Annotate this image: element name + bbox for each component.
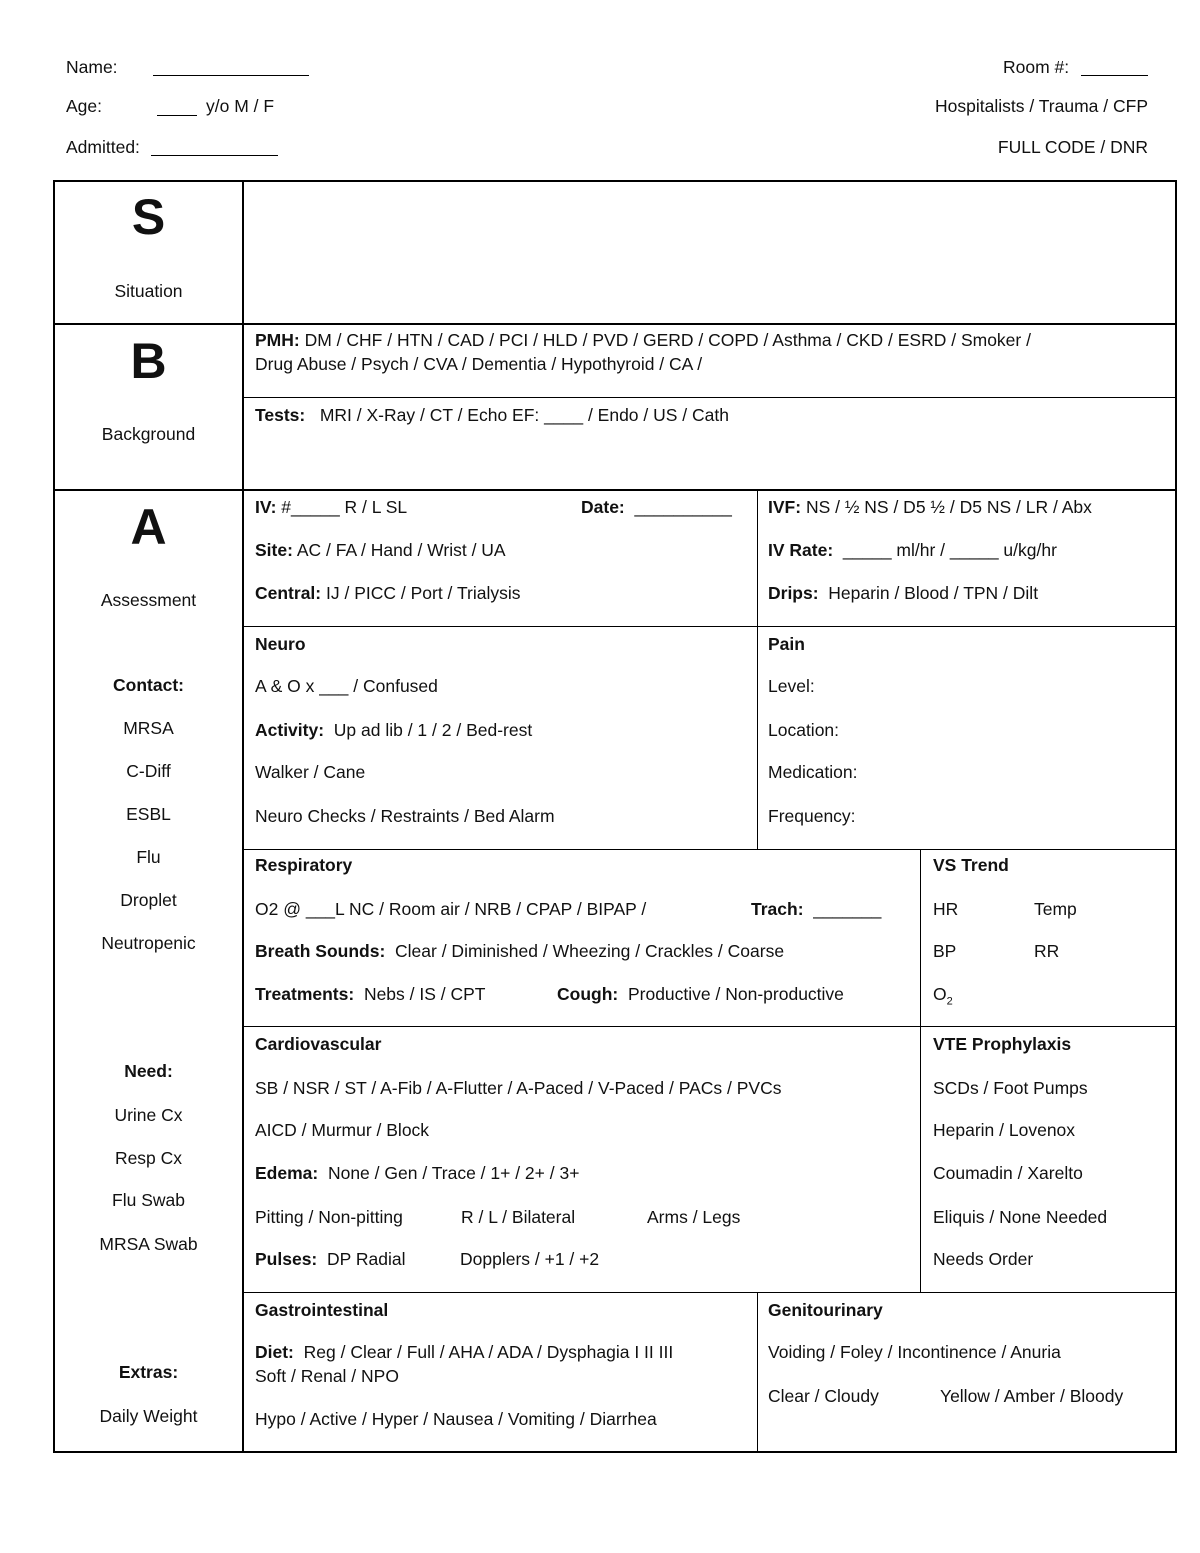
vte-item: Needs Order bbox=[933, 1249, 1034, 1269]
site-options: AC / FA / Hand / Wrist / UA bbox=[296, 540, 506, 560]
gi-symptoms: Hypo / Active / Hyper / Nausea / Vomiting / Diarrhea bbox=[255, 1409, 657, 1429]
contact-item: Flu bbox=[136, 847, 161, 867]
trach-label: Trach: bbox=[751, 899, 804, 919]
activity-line bbox=[255, 720, 532, 741]
pain-title: Pain bbox=[768, 634, 805, 654]
central-label: Central: bbox=[255, 583, 322, 603]
room-label: Room #: bbox=[1003, 57, 1070, 77]
activity-label: Activity: bbox=[255, 720, 325, 740]
admitted-field[interactable] bbox=[151, 155, 278, 156]
pmh-options: DM / CHF / HTN / CAD / PCI / HLD / PVD / GERD / COPD / Asthma / CKD / ESRD / Smoker / bbox=[304, 330, 1031, 350]
contact-item: C-Diff bbox=[126, 761, 171, 781]
grid-line bbox=[757, 1292, 758, 1452]
contact-item: MRSA bbox=[123, 718, 174, 738]
central-line bbox=[255, 583, 520, 604]
date-field[interactable]: __________ bbox=[634, 497, 732, 517]
breath-line bbox=[255, 941, 784, 962]
situation-notes-area[interactable] bbox=[244, 182, 1174, 322]
treatments-line bbox=[255, 984, 486, 1005]
contact-item: Droplet bbox=[120, 890, 177, 910]
vte-item: SCDs / Foot Pumps bbox=[933, 1078, 1088, 1098]
tests-line bbox=[255, 405, 729, 426]
walker-line: Walker / Cane bbox=[255, 762, 366, 782]
gi-title: Gastrointestinal bbox=[255, 1300, 389, 1320]
diet-line-2: Soft / Renal / NPO bbox=[255, 1366, 399, 1386]
drips-line bbox=[768, 583, 1038, 604]
vte-item: Eliquis / None Needed bbox=[933, 1207, 1108, 1227]
admitted-label: Admitted: bbox=[66, 137, 140, 157]
extras-title: Extras: bbox=[118, 1362, 179, 1382]
name-label: Name: bbox=[66, 57, 118, 77]
vs-hr: HR bbox=[933, 899, 959, 919]
vs-o2-letter: O bbox=[933, 984, 947, 1004]
need-item: MRSA Swab bbox=[99, 1234, 198, 1254]
ivf-options: NS / ½ NS / D5 ½ / D5 NS / LR / Abx bbox=[805, 497, 1092, 517]
central-options: IJ / PICC / Port / Trialysis bbox=[326, 583, 521, 603]
contact-title: Contact: bbox=[113, 675, 184, 695]
name-field[interactable] bbox=[153, 75, 309, 76]
need-item: Urine Cx bbox=[114, 1105, 183, 1125]
assessment-label: Assessment bbox=[100, 590, 197, 610]
ivrate-line bbox=[768, 540, 1057, 561]
neuro-checks-line: Neuro Checks / Restraints / Bed Alarm bbox=[255, 806, 555, 826]
age-field[interactable] bbox=[157, 115, 197, 116]
tests-label: Tests: bbox=[255, 405, 306, 425]
grid-line bbox=[53, 323, 1177, 325]
grid-line bbox=[243, 397, 1176, 398]
edema-options: None / Gen / Trace / 1+ / 2+ / 3+ bbox=[327, 1163, 580, 1183]
vte-item: Coumadin / Xarelto bbox=[933, 1163, 1083, 1183]
situation-label: Situation bbox=[114, 281, 183, 301]
a-letter: A bbox=[130, 499, 167, 555]
pmh-line-1 bbox=[255, 330, 1031, 351]
neuro-title: Neuro bbox=[255, 634, 306, 654]
neuro-aox: A & O x ___ / Confused bbox=[255, 676, 438, 696]
activity-options: Up ad lib / 1 / 2 / Bed-rest bbox=[333, 720, 533, 740]
grid-line bbox=[757, 490, 758, 849]
age-sex-options: y/o M / F bbox=[206, 96, 275, 116]
grid-line bbox=[243, 1026, 1176, 1027]
iv-line bbox=[255, 497, 407, 518]
drips-label: Drips: bbox=[768, 583, 819, 603]
drips-options: Heparin / Blood / TPN / Dilt bbox=[828, 583, 1039, 603]
pulses-line bbox=[255, 1249, 405, 1270]
edema-limbs: Arms / Legs bbox=[647, 1207, 741, 1227]
pain-item: Medication: bbox=[768, 762, 858, 782]
diet-label: Diet: bbox=[255, 1342, 294, 1362]
grid-line bbox=[243, 1292, 1176, 1293]
ivrate-options: _____ ml/hr / _____ u/kg/hr bbox=[842, 540, 1057, 560]
vs-o2 bbox=[933, 984, 953, 1008]
need-title: Need: bbox=[124, 1061, 173, 1081]
pain-item: Location: bbox=[768, 720, 840, 740]
breath-options: Clear / Diminished / Wheezing / Crackles / Coarse bbox=[395, 941, 785, 961]
site-line bbox=[255, 540, 506, 561]
grid-line bbox=[243, 849, 1176, 850]
pmh-label: PMH: bbox=[255, 330, 300, 350]
pmh-line-2: Drug Abuse / Psych / CVA / Dementia / Hypothyroid / CA / bbox=[255, 354, 703, 374]
iv-date bbox=[581, 497, 732, 518]
pain-item: Frequency: bbox=[768, 806, 856, 826]
cough-options: Productive / Non-productive bbox=[627, 984, 844, 1004]
vs-temp: Temp bbox=[1034, 899, 1077, 919]
vs-o2-sub: 2 bbox=[946, 995, 953, 1008]
vs-rr: RR bbox=[1034, 941, 1060, 961]
resp-title: Respiratory bbox=[255, 855, 353, 875]
cough-label: Cough: bbox=[557, 984, 619, 1004]
site-label: Site: bbox=[255, 540, 293, 560]
treatments-label: Treatments: bbox=[255, 984, 355, 1004]
trach-field[interactable]: _______ bbox=[813, 899, 882, 919]
room-field[interactable] bbox=[1081, 75, 1148, 76]
vte-title: VTE Prophylaxis bbox=[933, 1034, 1072, 1054]
pulses-options: DP Radial bbox=[326, 1249, 406, 1269]
tests-options: MRI / X-Ray / CT / Echo EF: ____ / Endo / US / Cath bbox=[319, 405, 729, 425]
pain-item: Level: bbox=[768, 676, 815, 696]
gu-title: Genitourinary bbox=[768, 1300, 883, 1320]
pitting-line: Pitting / Non-pitting bbox=[255, 1207, 403, 1227]
iv-options: #_____ R / L SL bbox=[281, 497, 408, 517]
treatments-options: Nebs / IS / CPT bbox=[363, 984, 486, 1004]
vs-bp: BP bbox=[933, 941, 957, 961]
grid-line bbox=[53, 1451, 1177, 1453]
b-letter: B bbox=[130, 333, 167, 389]
ivrate-label: IV Rate: bbox=[768, 540, 834, 560]
background-label: Background bbox=[101, 424, 196, 444]
vte-item: Heparin / Lovenox bbox=[933, 1120, 1076, 1140]
ivf-label: IVF: bbox=[768, 497, 802, 517]
edema-side: R / L / Bilateral bbox=[461, 1207, 576, 1227]
contact-item: ESBL bbox=[126, 804, 171, 824]
gu-voiding: Voiding / Foley / Incontinence / Anuria bbox=[768, 1342, 1061, 1362]
edema-label: Edema: bbox=[255, 1163, 319, 1183]
grid-line bbox=[1175, 180, 1177, 1453]
gu-clarity: Clear / Cloudy bbox=[768, 1386, 879, 1406]
grid-line bbox=[243, 626, 1176, 627]
cough-line bbox=[557, 984, 844, 1005]
vs-title: VS Trend bbox=[933, 855, 1009, 875]
cardio-title: Cardiovascular bbox=[255, 1034, 382, 1054]
gu-color: Yellow / Amber / Bloody bbox=[940, 1386, 1124, 1406]
extras-item: Daily Weight bbox=[99, 1406, 198, 1426]
ivf-line bbox=[768, 497, 1092, 518]
need-item: Resp Cx bbox=[114, 1148, 183, 1168]
diet-options: Reg / Clear / Full / AHA / ADA / Dysphagia I II III bbox=[303, 1342, 674, 1362]
aicd-line: AICD / Murmur / Block bbox=[255, 1120, 430, 1140]
service-options: Hospitalists / Trauma / CFP bbox=[935, 96, 1148, 116]
date-label: Date: bbox=[581, 497, 625, 517]
trach-line bbox=[751, 899, 881, 920]
code-status: FULL CODE / DNR bbox=[997, 137, 1148, 157]
diet-line-1 bbox=[255, 1342, 673, 1363]
breath-label: Breath Sounds: bbox=[255, 941, 386, 961]
edema-line bbox=[255, 1163, 579, 1184]
dopplers-line: Dopplers / +1 / +2 bbox=[460, 1249, 600, 1269]
grid-line bbox=[53, 489, 1177, 491]
iv-label: IV: bbox=[255, 497, 277, 517]
o2-line: O2 @ ___L NC / Room air / NRB / CPAP / BIPAP / bbox=[255, 899, 647, 919]
rhythm-line: SB / NSR / ST / A-Fib / A-Flutter / A-Paced / V-Paced / PACs / PVCs bbox=[255, 1078, 782, 1098]
grid-line bbox=[920, 849, 921, 1292]
age-label: Age: bbox=[66, 96, 102, 116]
contact-item: Neutropenic bbox=[101, 933, 196, 953]
pulses-label: Pulses: bbox=[255, 1249, 318, 1269]
s-letter: S bbox=[131, 189, 166, 245]
need-item: Flu Swab bbox=[112, 1190, 185, 1210]
